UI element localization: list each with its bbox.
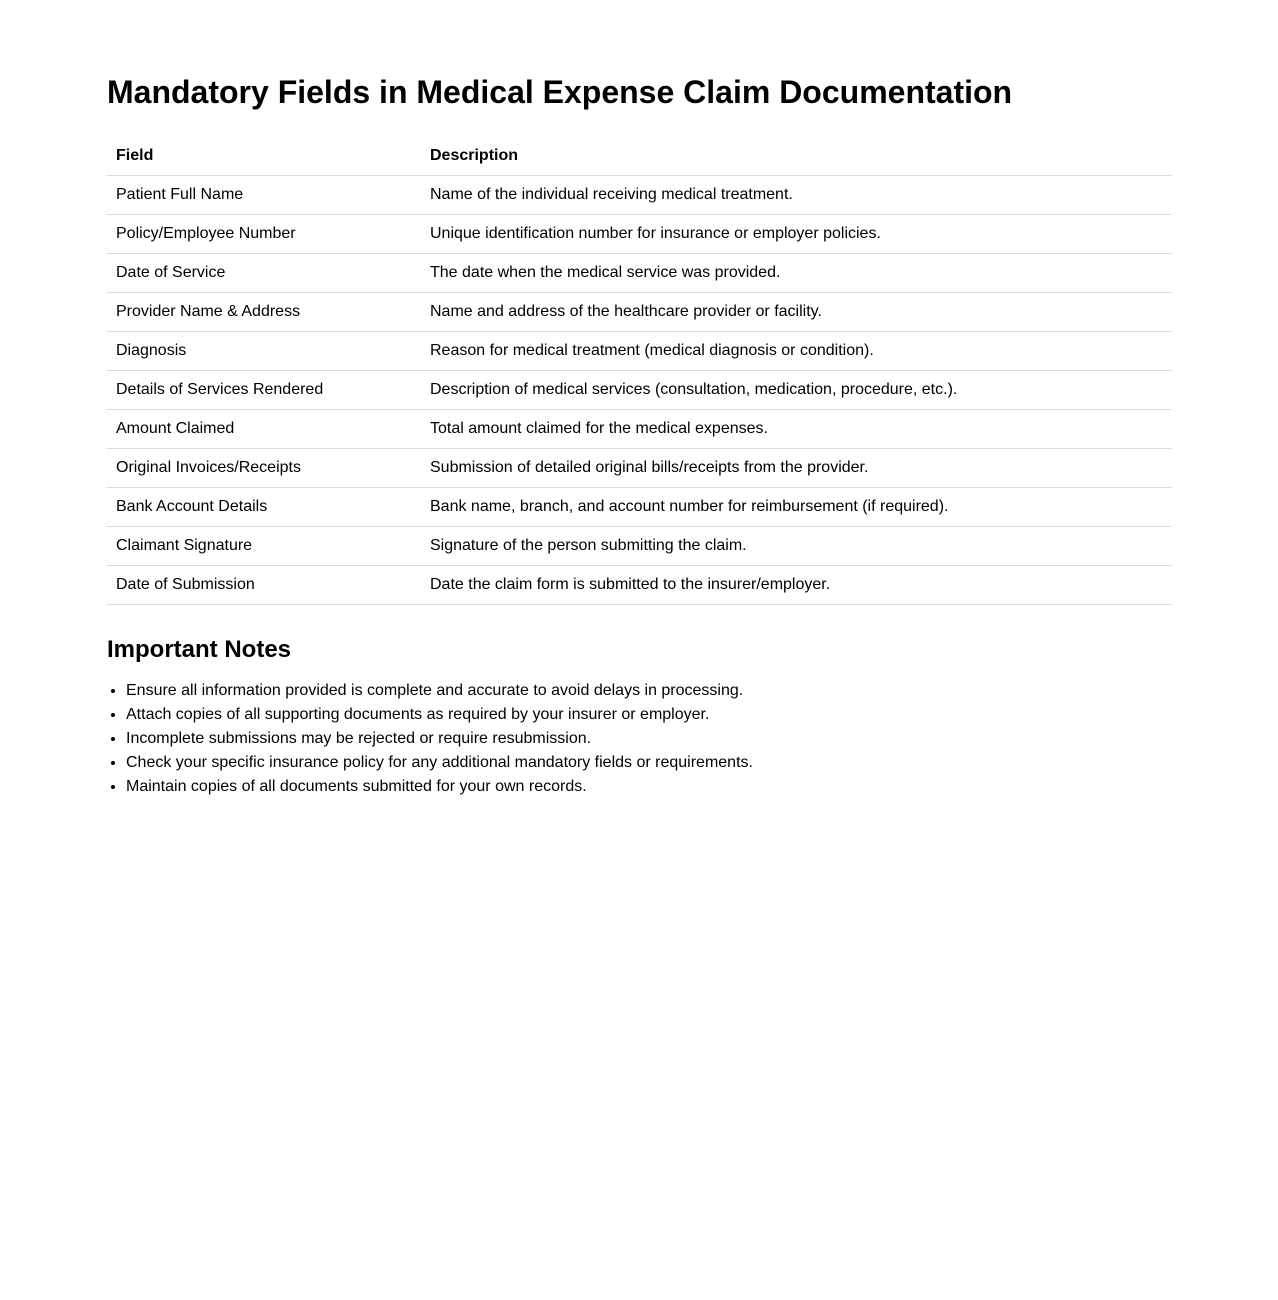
table-header-row <box>107 137 1172 176</box>
table-row <box>107 292 1172 331</box>
list-item: • Check your specific insurance policy for any additional mandatory fields or requirements. <box>126 751 1172 775</box>
table-row <box>107 565 1172 604</box>
field-cell: Amount Claimed <box>107 409 421 448</box>
field-cell: Date of Service <box>107 253 421 292</box>
table-row <box>107 253 1172 292</box>
notes-list <box>107 679 1172 799</box>
column-header-description: Description <box>421 137 1172 176</box>
description-cell: Reason for medical treatment (medical diagnosis or condition). <box>421 331 1172 370</box>
list-item: • Maintain copies of all documents submitted for your own records. <box>126 775 1172 799</box>
table-header <box>107 137 1172 176</box>
description-cell: Name of the individual receiving medical treatment. <box>421 175 1172 214</box>
table-body <box>107 175 1172 604</box>
field-cell: Claimant Signature <box>107 526 421 565</box>
field-cell: Original Invoices/Receipts <box>107 448 421 487</box>
table-row <box>107 175 1172 214</box>
description-cell: Submission of detailed original bills/receipts from the provider. <box>421 448 1172 487</box>
description-cell: Total amount claimed for the medical expenses. <box>421 409 1172 448</box>
field-cell: Diagnosis <box>107 331 421 370</box>
description-cell: Name and address of the healthcare provider or facility. <box>421 292 1172 331</box>
table-row <box>107 487 1172 526</box>
field-cell: Details of Services Rendered <box>107 370 421 409</box>
list-item: • Ensure all information provided is complete and accurate to avoid delays in processing. <box>126 679 1172 703</box>
mandatory-fields-table <box>107 137 1172 605</box>
list-item: • Attach copies of all supporting documents as required by your insurer or employer. <box>126 703 1172 727</box>
field-cell: Provider Name & Address <box>107 292 421 331</box>
list-item: • Incomplete submissions may be rejected or require resubmission. <box>126 727 1172 751</box>
table-row <box>107 370 1172 409</box>
table-row <box>107 409 1172 448</box>
field-cell: Bank Account Details <box>107 487 421 526</box>
description-cell: Description of medical services (consultation, medication, procedure, etc.). <box>421 370 1172 409</box>
description-cell: Signature of the person submitting the claim. <box>421 526 1172 565</box>
table-row <box>107 331 1172 370</box>
table-row <box>107 526 1172 565</box>
description-cell: Unique identification number for insurance or employer policies. <box>421 214 1172 253</box>
field-cell: Date of Submission <box>107 565 421 604</box>
column-header-field: Field <box>107 137 421 176</box>
page-title: Mandatory Fields in Medical Expense Claim Documentation <box>107 74 1013 110</box>
description-cell: Bank name, branch, and account number for reimbursement (if required). <box>421 487 1172 526</box>
field-cell: Policy/Employee Number <box>107 214 421 253</box>
table-row <box>107 214 1172 253</box>
description-cell: The date when the medical service was provided. <box>421 253 1172 292</box>
table-row <box>107 448 1172 487</box>
field-cell: Patient Full Name <box>107 175 421 214</box>
notes-heading: Important Notes <box>107 635 292 663</box>
description-cell: Date the claim form is submitted to the insurer/employer. <box>421 565 1172 604</box>
